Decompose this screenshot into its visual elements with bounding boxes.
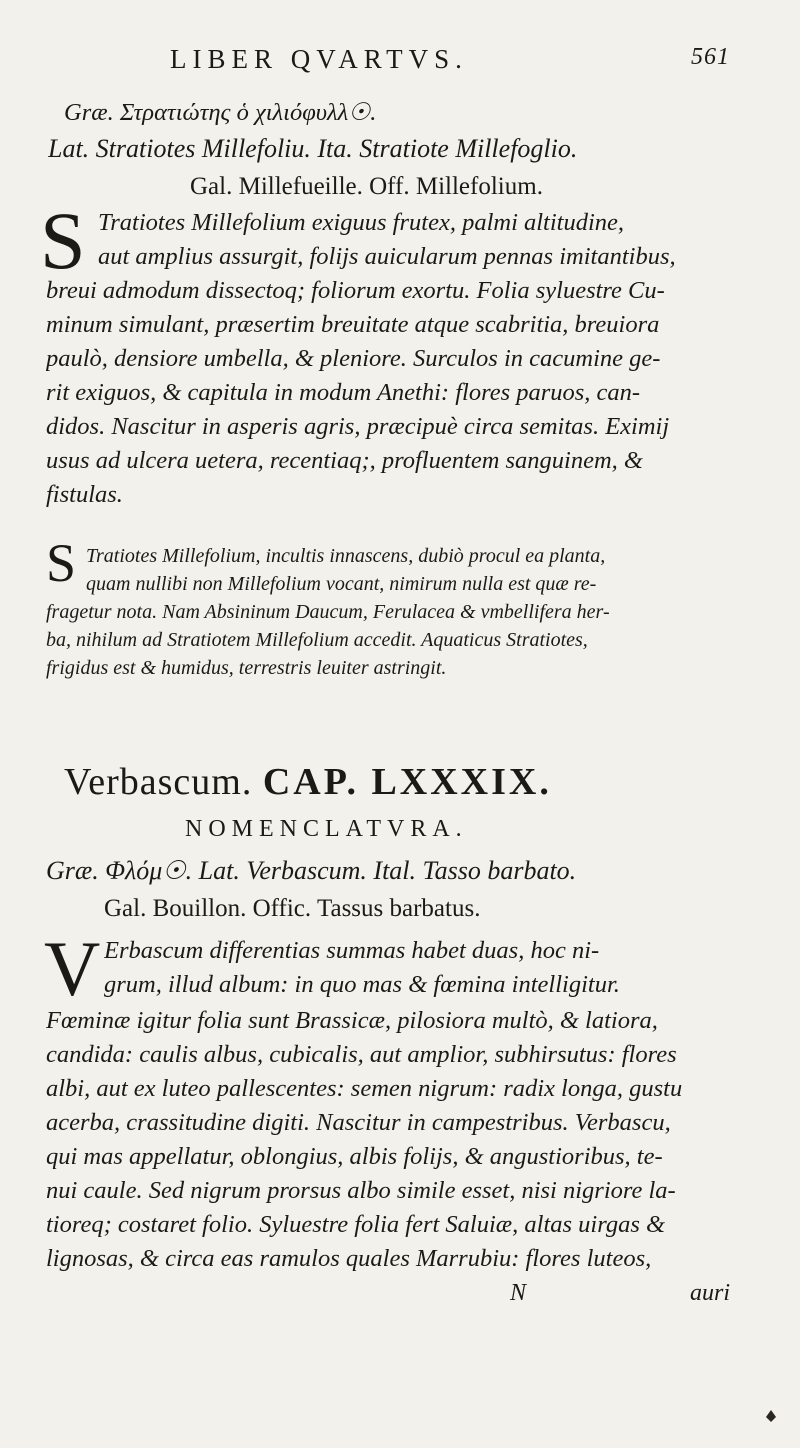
text-line: albi, aut ex luteo pallescentes: semen nigrum: radix longa, gustu (46, 1075, 683, 1102)
greek-name-line: Græ. Στρατιώτης ὁ χιλιόφυλλ☉. (64, 99, 377, 126)
chapter-title: Verbascum. (64, 761, 253, 803)
gallic-official-name-line: Gal. Millefueille. Off. Millefolium. (190, 173, 543, 200)
ink-mark-icon (766, 1410, 776, 1422)
verbascum-gallic-line: Gal. Bouillon. Offic. Tassus barbatus. (104, 895, 481, 922)
text-line: candida: caulis albus, cubicalis, aut amplior, subhirsutus: flores (46, 1041, 677, 1068)
text-line: fistulas. (46, 481, 123, 508)
chapter-heading (64, 760, 552, 804)
note-line: fragetur nota. Nam Absininum Daucum, Ferulacea & vmbellifera her- (46, 601, 610, 623)
text-line: tioreq; costaret folio. Syluestre folia fert Saluiæ, altas uirgas & (46, 1211, 666, 1238)
page-number: 561 (691, 44, 730, 70)
text-line: nui caule. Sed nigrum prorsus albo simile esset, nisi nigriore la- (46, 1177, 676, 1204)
note-line: quam nullibi non Millefolium vocant, nimirum nulla est quæ re- (86, 573, 597, 595)
text-line: aut amplius assurgit, folijs auicularum pennas imitantibus, (98, 243, 676, 270)
note-line: Tratiotes Millefolium, incultis innascens, dubiò procul ea planta, (86, 545, 606, 567)
text-line: rit exiguos, & capitula in modum Anethi: flores paruos, can- (46, 379, 641, 406)
text-line: breui admodum dissectoq; foliorum exortu. Folia syluestre Cu- (46, 277, 665, 304)
nomenclatura-heading: NOMENCLATVRA. (185, 816, 468, 842)
text-line: grum, illud album: in quo mas & fœmina intelligitur. (104, 971, 620, 998)
chapter-label: CAP. LXXXIX. (262, 761, 552, 803)
text-line: qui mas appellatur, oblongius, albis folijs, & angustioribus, te- (46, 1143, 663, 1170)
running-title: LIBER QVARTVS. (170, 44, 468, 74)
drop-cap-s: S (40, 195, 86, 286)
text-line: Erbascum differentias summas habet duas, hoc ni- (104, 937, 600, 964)
note-line: frigidus est & humidus, terrestris leuiter astringit. (46, 657, 447, 679)
text-line: usus ad ulcera uetera, recentiaq;, profluentem sanguinem, & (46, 447, 643, 474)
text-line: paulò, densiore umbella, & pleniore. Surculos in cacumine ge- (46, 345, 661, 372)
verbascum-names-line: Græ. Φλόμ☉. Lat. Verbascum. Ital. Tasso barbato. (46, 856, 577, 885)
text-line: Fœminæ igitur folia sunt Brassicæ, pilosiora multò, & latiora, (46, 1007, 658, 1034)
latin-italian-name-line: Lat. Stratiotes Millefoliu. Ita. Stratiote Millefoglio. (48, 134, 578, 163)
catchword: auri (690, 1280, 731, 1306)
text-line: Tratiotes Millefolium exiguus frutex, palmi altitudine, (98, 209, 625, 236)
note-drop-cap-s: S (46, 533, 77, 593)
text-line: acerba, crassitudine digiti. Nascitur in campestribus. Verbascu, (46, 1109, 671, 1136)
text-line: lignosas, & circa eas ramulos quales Marrubiu: flores luteos, (46, 1245, 652, 1272)
signature-mark: N (510, 1280, 527, 1306)
text-line: minum simulant, præsertim breuitate atque scabritia, breuiora (46, 311, 660, 338)
text-line: didos. Nascitur in asperis agris, præcipuè circa semitas. Eximij (46, 413, 670, 440)
drop-cap-v: V (44, 925, 101, 1012)
note-line: ba, nihilum ad Stratiotem Millefolium accedit. Aquaticus Stratiotes, (46, 629, 588, 651)
